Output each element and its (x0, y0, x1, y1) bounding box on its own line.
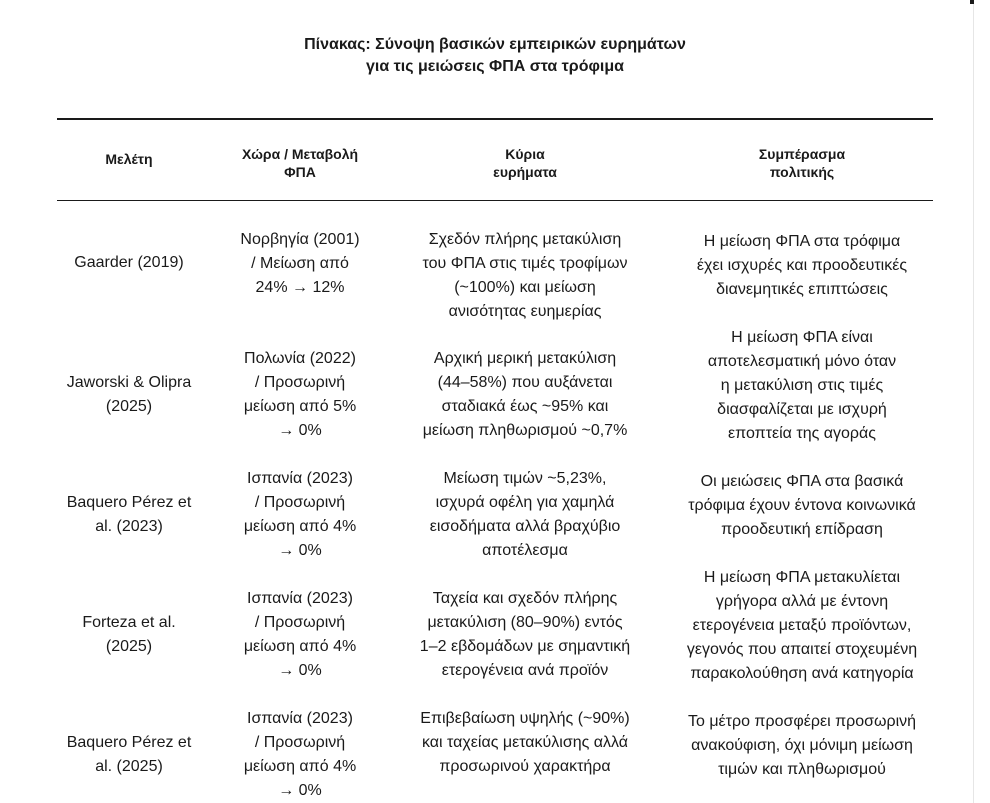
table-caption (0, 34, 990, 78)
row-1-study: Gaarder (2019) (74, 254, 184, 271)
row-1-policy: Η μείωση ΦΠΑ στα τρόφιμα έχει ισχυρές και προοδευτικές διανεμητικές επιπτώσεις (696, 233, 908, 298)
table-caption-line-2: για τις μειώσεις ΦΠΑ στα τρόφιμα (365, 58, 624, 75)
row-1-findings: Σχεδόν πλήρης μετακύλιση του ΦΠΑ στις τιμές τροφίμων (~100%) και μείωση ανισότητας ευημερίας (422, 231, 628, 320)
row-3-country: Ισπανία (2023) / Προσωρινή μείωση από 4% → 0% (243, 470, 357, 559)
row-5-policy: Το μέτρο προσφέρει προσωρινή ανακούφιση, όχι μόνιμη μείωση τιμών και πληθωρισμού (687, 713, 917, 778)
row-5-findings: Επιβεβαίωση υψηλής (~90%) και ταχείας μετακύλισης αλλά προσωρινού χαρακτήρα (420, 710, 630, 775)
row-4-policy: Η μείωση ΦΠΑ μετακυλίεται γρήγορα αλλά με έντονη ετερογένεια μεταξύ προϊόντων, γεγονός που απαιτεί στοχευμένη παρακολούθηση ανά κατηγορία (686, 569, 918, 682)
row-5-study: Baquero Pérez et al. (2025) (66, 734, 192, 775)
row-2-study: Jaworski & Olipra (2025) (66, 374, 192, 415)
corner-mark (970, 0, 974, 4)
row-5-country: Ισπανία (2023) / Προσωρινή μείωση από 4% → 0% (243, 710, 357, 799)
header-bottom-rule (57, 200, 933, 201)
row-2-policy: Η μείωση ΦΠΑ είναι αποτελεσματική μόνο όταν η μετακύλιση στις τιμές διασφαλίζεται με ισχυρή εποπτεία της αγοράς (707, 329, 897, 442)
row-4-study: Forteza et al. (2025) (82, 614, 176, 655)
row-2-findings: Αρχική μερική μετακύλιση (44–58%) που αυξάνεται σταδιακά έως ~95% και μείωση πληθωρισμού ~0,7% (422, 350, 628, 439)
table-top-rule (57, 118, 933, 120)
header-country: Χώρα / Μεταβολή ΦΠΑ (241, 146, 359, 180)
header-policy: Συμπέρασμα πολιτικής (758, 146, 846, 180)
row-4-country: Ισπανία (2023) / Προσωρινή μείωση από 4% → 0% (243, 590, 357, 679)
table-caption-line-1: Πίνακας: Σύνοψη βασικών εμπειρικών ευρημάτων (304, 36, 686, 53)
row-3-policy: Οι μειώσεις ΦΠΑ στα βασικά τρόφιμα έχουν έντονα κοινωνικά προοδευτική επίδραση (688, 473, 916, 538)
row-3-findings: Μείωση τιμών ~5,23%, ισχυρά οφέλη για χαμηλά εισοδήματα αλλά βραχύβιο αποτέλεσμα (429, 470, 621, 559)
header-study: Μελέτη (105, 151, 153, 167)
row-2-country: Πολωνία (2022) / Προσωρινή μείωση από 5% → 0% (243, 350, 357, 439)
header-findings: Κύρια ευρήματα (493, 146, 557, 180)
row-3-study: Baquero Pérez et al. (2023) (66, 494, 192, 535)
row-4-findings: Ταχεία και σχεδόν πλήρης μετακύλιση (80–90%) εντός 1–2 εβδομάδων με σημαντική ετερογένεια ανά προϊόν (419, 590, 631, 679)
row-1-country: Νορβηγία (2001) / Μείωση από 24% → 12% (240, 231, 360, 296)
page-edge (973, 0, 974, 803)
